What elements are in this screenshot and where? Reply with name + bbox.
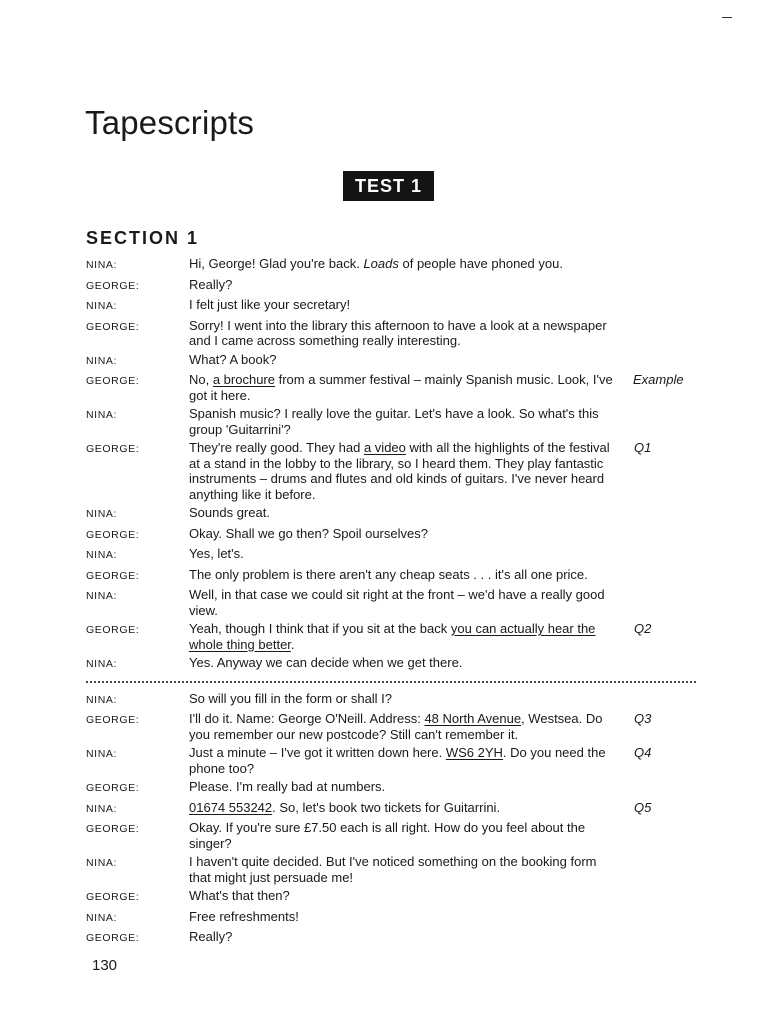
question-marker: Example: [633, 372, 684, 387]
speech-segment: I'll do it. Name: George O'Neill. Address:: [189, 711, 425, 726]
speech-segment: The only problem is there aren't any cheap seats . . . it's all one price.: [189, 566, 588, 582]
speech-segment: What's that then?: [189, 888, 290, 903]
speech-text: [189, 854, 619, 885]
speech-segment: So will you fill in the form or shall I?: [189, 690, 393, 706]
speech-text: [189, 800, 619, 818]
dialogue-line: [86, 318, 706, 349]
speech-segment: I haven't quite decided. But I've noticed something on the booking form that might just persuade me!: [189, 854, 597, 885]
dialogue-line: [86, 820, 706, 851]
speech-text: [189, 929, 619, 947]
speech-segment: Please. I'm really bad at numbers.: [189, 779, 386, 794]
speech-text: [189, 567, 619, 585]
dialogue-line: [86, 854, 706, 885]
speech-segment: I felt just like your secretary!: [189, 297, 351, 312]
speech-segment: Loads: [363, 256, 399, 271]
question-marker: Q3: [634, 711, 652, 726]
speaker-name: GEORGE:: [86, 320, 140, 333]
speech-segment: Really?: [189, 276, 233, 292]
speech-text: [189, 655, 619, 673]
speech-segment: , Westsea. Do you remember our new postcode? Still can't remember it.: [189, 711, 603, 742]
dialogue-line: [86, 779, 706, 797]
answer-underline: WS6 2YH: [445, 745, 503, 760]
speech-segment: Sorry! I went into the library this afternoon to have a look at a newspaper and I came across something really interesting.: [189, 317, 607, 348]
speech-text: [189, 406, 619, 437]
speech-segment: Okay. If you're sure £7.50 each is all right. How do you feel about the singer?: [189, 820, 586, 851]
speech-text: [189, 888, 619, 906]
speaker-name: NINA:: [86, 590, 118, 602]
dialogue-part-1: [86, 256, 706, 673]
speaker-name: NINA:: [86, 802, 118, 815]
speech-text: [189, 297, 619, 315]
dialogue-part-2: [86, 691, 706, 947]
section-heading: SECTION 1: [86, 228, 200, 248]
speaker-name: NINA:: [86, 658, 118, 670]
speaker-name: NINA:: [86, 259, 118, 271]
speech-text: [189, 820, 619, 851]
question-marker: Q5: [634, 799, 652, 815]
page-title: Tapescripts: [85, 104, 255, 141]
speech-text: [189, 621, 619, 652]
speech-segment: Yes, let's.: [189, 546, 244, 561]
speech-segment: Just a minute – I've got it written down here.: [189, 745, 446, 760]
speech-segment: Sounds great.: [189, 505, 270, 520]
speaker-name: NINA:: [86, 748, 118, 760]
answer-underline: you can actually hear the whole thing better: [189, 621, 596, 652]
speaker-name: GEORGE:: [86, 714, 140, 726]
dialogue-line: [86, 929, 706, 947]
speech-text: [189, 256, 619, 274]
speech-segment: Yes. Anyway we can decide when we get there.: [189, 655, 463, 670]
answer-underline: a video: [363, 440, 406, 455]
speech-segment: Spanish music? I really love the guitar. Let's have a look. So what's this group 'Guitarrini'?: [189, 406, 599, 437]
speech-text: [189, 711, 619, 742]
speaker-name: NINA:: [86, 549, 118, 561]
speech-text: [189, 779, 619, 797]
speech-text: [189, 505, 619, 523]
speech-segment: . Do you need the phone too?: [189, 745, 606, 776]
speech-segment: Free refreshments!: [189, 908, 299, 924]
speech-segment: No,: [189, 372, 213, 387]
speech-segment: What? A book?: [189, 351, 277, 367]
dialogue-line: [86, 297, 706, 315]
speaker-name: NINA:: [86, 409, 118, 421]
speech-text: [189, 440, 619, 502]
speaker-name: NINA:: [86, 911, 118, 924]
answer-underline: 48 North Avenue: [424, 711, 522, 726]
speech-segment: of people have phoned you.: [398, 256, 563, 271]
speech-segment: Hi, George! Glad you're back.: [189, 256, 364, 271]
dialogue-line: [86, 352, 706, 370]
speaker-name: NINA:: [86, 508, 118, 520]
speaker-name: GEORGE:: [86, 891, 140, 903]
dialogue-line: [86, 505, 706, 523]
speaker-name: GEORGE:: [86, 375, 140, 387]
speaker-name: NINA:: [86, 354, 118, 367]
answer-underline: a brochure: [212, 372, 275, 387]
page-number: 130: [92, 957, 118, 974]
dialogue-line: [86, 277, 706, 295]
dialogue-line: [86, 440, 706, 502]
dialogue-line: [86, 655, 706, 673]
test-badge: [343, 171, 434, 201]
speaker-name: GEORGE:: [86, 279, 140, 292]
dialogue-line: [86, 567, 706, 585]
speaker-name: GEORGE:: [86, 528, 140, 541]
speech-text: [189, 526, 619, 544]
dialogue-line: [86, 372, 706, 403]
speaker-name: GEORGE:: [86, 782, 140, 794]
question-marker: Q2: [634, 621, 652, 636]
dialogue-line: [86, 406, 706, 437]
answer-underline: 01674 553242: [189, 799, 273, 815]
speaker-name: GEORGE:: [86, 624, 140, 636]
dialogue-line: [86, 526, 706, 544]
speaker-name: NINA:: [86, 857, 118, 869]
dialogue-line: [86, 909, 706, 927]
dialogue-line: [86, 691, 706, 709]
transcript: [86, 256, 706, 947]
speech-segment: .: [290, 636, 295, 652]
speech-segment: Well, in that case we could sit right at the front – we'd have a really good view.: [189, 587, 605, 618]
dialogue-line: [86, 711, 706, 742]
speaker-name: NINA:: [86, 693, 118, 706]
speech-text: [189, 546, 619, 564]
speech-segment: Okay. Shall we go then? Spoil ourselves?: [189, 525, 428, 541]
speech-text: [189, 909, 619, 927]
dialogue-line: [86, 888, 706, 906]
dialogue-line: [86, 587, 706, 618]
dialogue-line: [86, 745, 706, 776]
question-marker: Q4: [634, 745, 652, 760]
dialogue-line: [86, 256, 706, 274]
speech-text: [189, 587, 619, 618]
speech-text: [189, 745, 619, 776]
speech-text: [189, 372, 619, 403]
speech-segment: . So, let's book two tickets for Guitarrini.: [272, 799, 501, 815]
question-marker: Q1: [634, 440, 652, 455]
speaker-name: GEORGE:: [86, 823, 140, 835]
speaker-name: GEORGE:: [86, 443, 140, 455]
speech-segment: Yeah, though I think that if you sit at the back: [189, 621, 451, 636]
dotted-divider: [86, 681, 696, 683]
dialogue-line: [86, 621, 706, 652]
speaker-name: GEORGE:: [86, 569, 140, 582]
speech-segment: from a summer festival – mainly Spanish music. Look, I've got it here.: [189, 372, 613, 403]
speech-text: [189, 352, 619, 370]
speech-text: [189, 691, 619, 709]
speech-text: [189, 318, 619, 349]
speaker-name: NINA:: [86, 300, 118, 312]
dialogue-line: [86, 546, 706, 564]
speech-segment: Really?: [189, 929, 233, 944]
speech-segment: with all the highlights of the festival at a stand in the lobby to the library, so I heard them. They play fantastic instruments – drums and flutes and old kinds of guitars. I've never heard anything like it before.: [189, 440, 610, 502]
test-badge-label: TEST 1: [354, 175, 422, 196]
dialogue-line: [86, 800, 706, 818]
speaker-name: GEORGE:: [86, 932, 140, 944]
speech-segment: They're really good. They had: [189, 440, 364, 455]
speech-text: [189, 277, 619, 295]
corner-mark: [722, 17, 732, 18]
